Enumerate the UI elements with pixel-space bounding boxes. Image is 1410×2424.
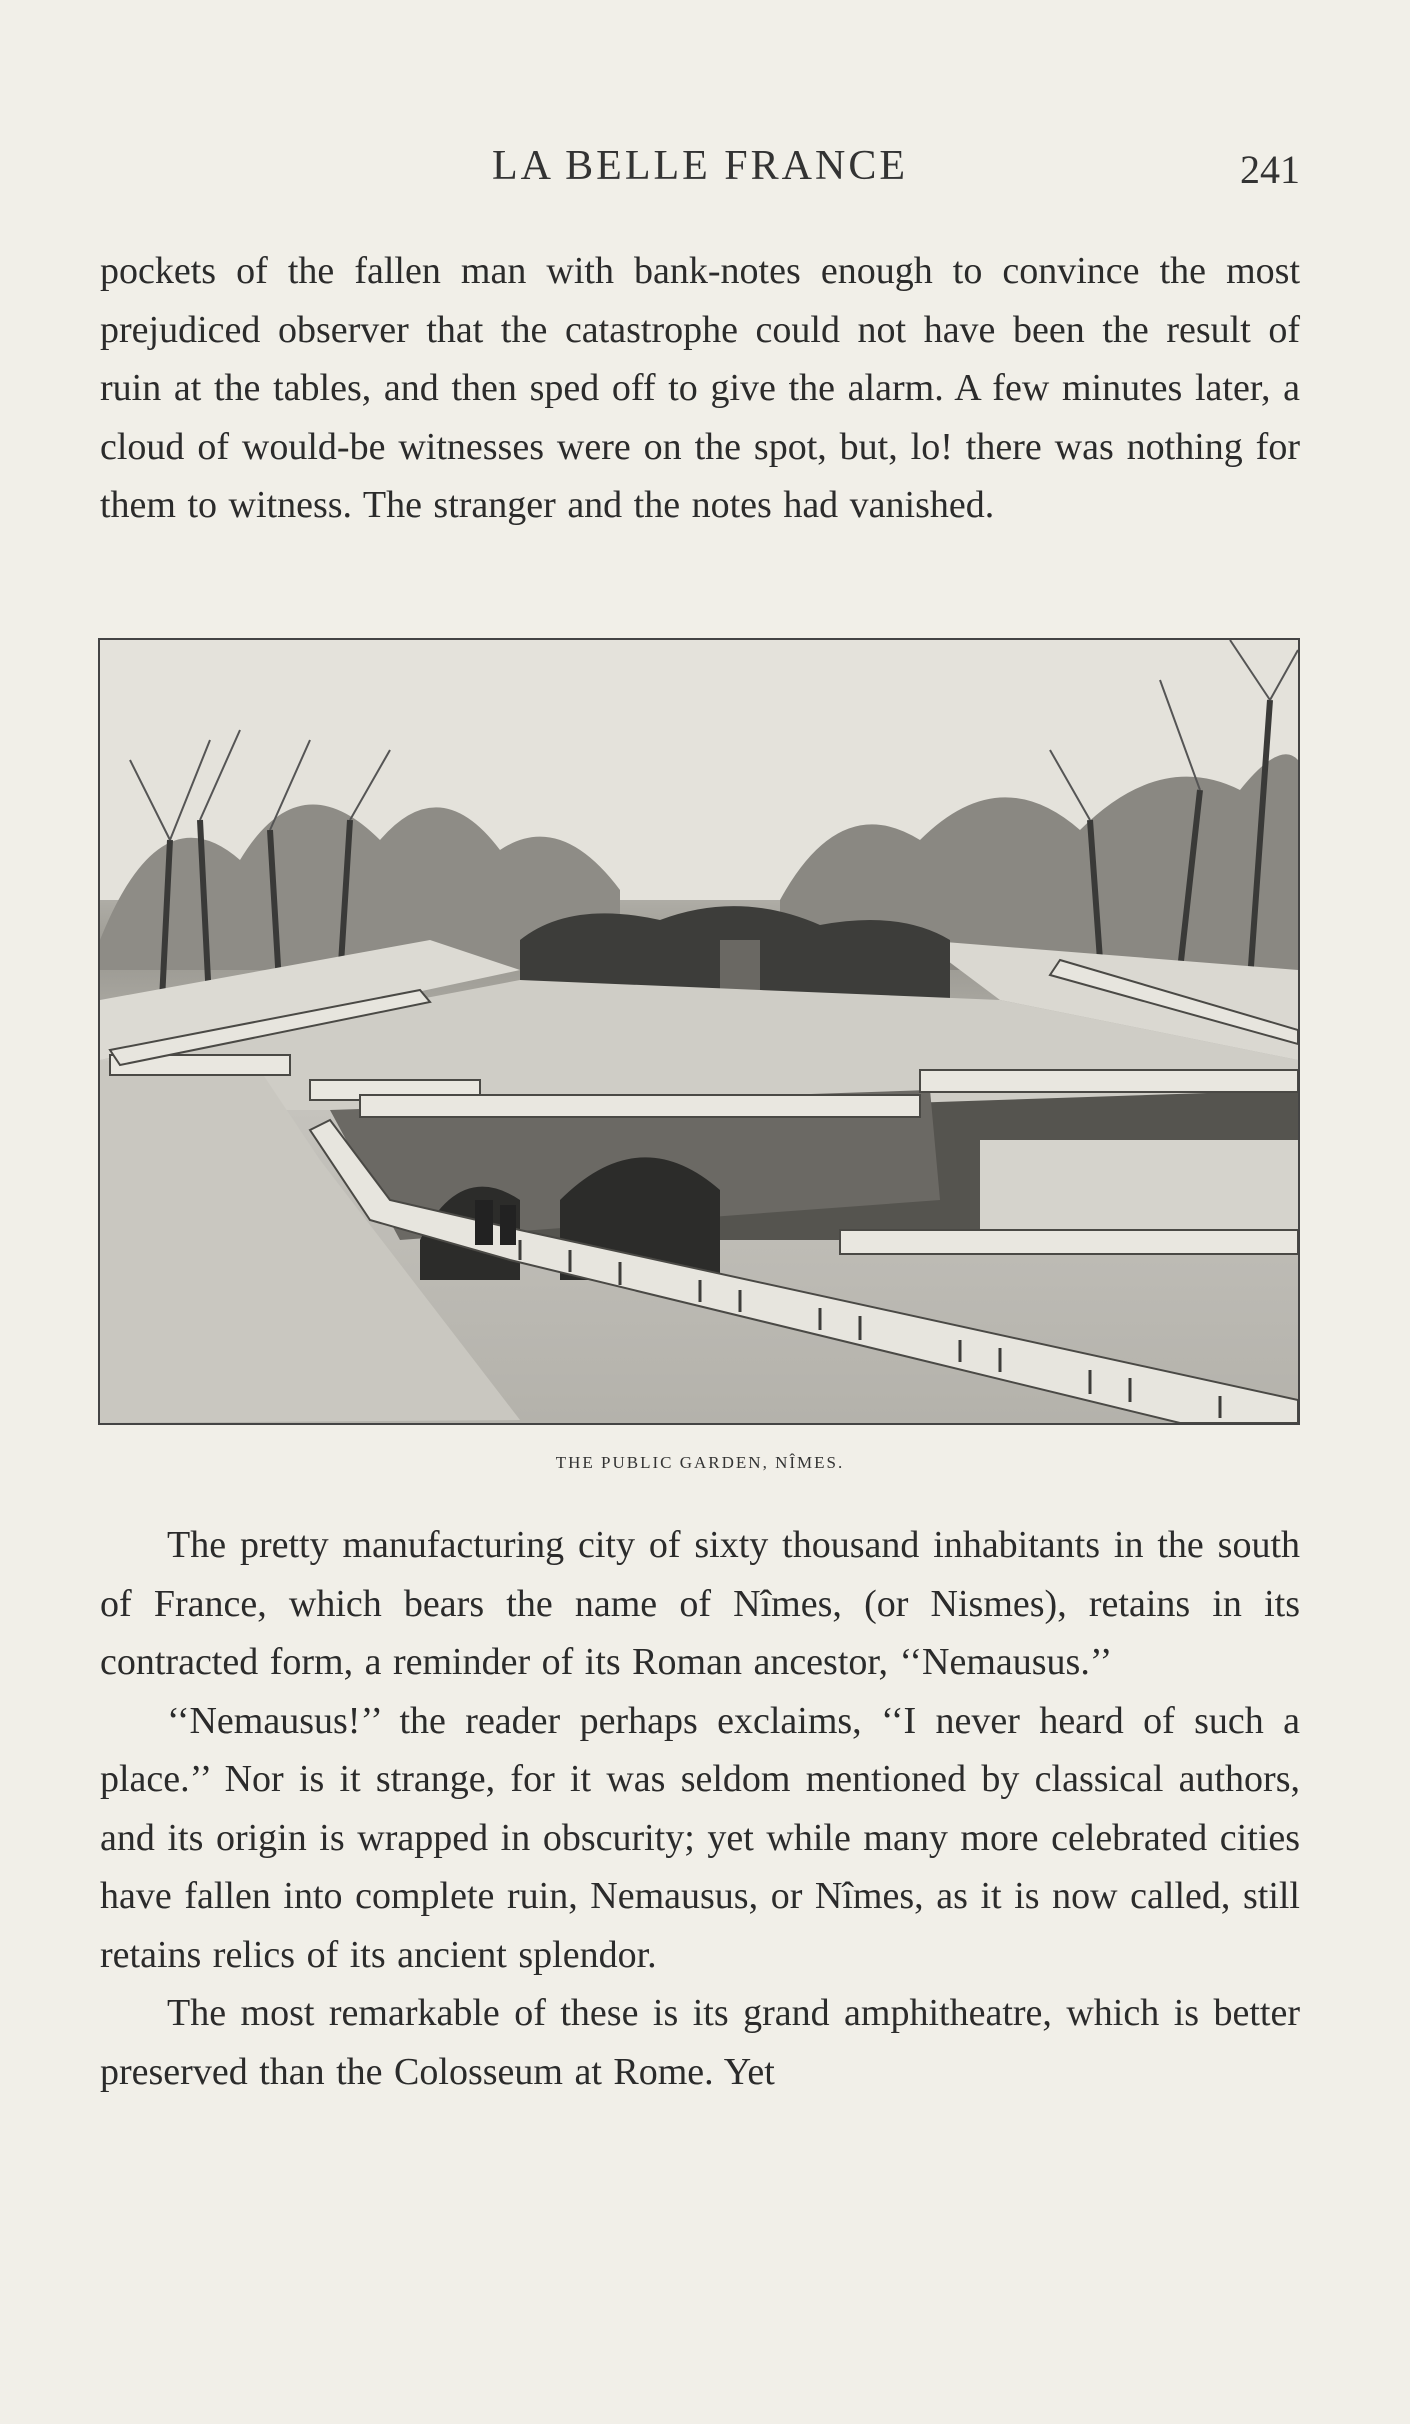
paragraph: pockets of the fallen man with bank-notes enough to convince the most prejudiced observer that the catastrophe could not have been the result of ruin at the tables, and then sped off to give the alarm. A few minutes later, a cloud of would-be witnesses were on the spot, but, lo! there was nothing for them to witness. The stranger and the notes had vanished. [100,250,1300,526]
figure-caption: THE PUBLIC GARDEN, NÎMES. [555,1453,845,1472]
paragraph: The most remarkable of these is its grand amphitheatre, which is better preserved than the Colosseum at Rome. Yet [100,1992,1300,2093]
paragraph: ‘‘Nemausus!’’ the reader perhaps exclaims, ‘‘I never heard of such a place.’’ Nor is it strange, for it was seldom mentioned by classical authors, and its origin is wrapped in obscurity; yet while many more celebrated cities have fallen into complete ruin, Nemausus, or Nîmes, as it is now called, still retains relics of its ancient splendor. [100,1699,1300,1976]
text-block-top [100,242,1300,535]
page-number: 241 [1240,147,1300,192]
running-title: LA BELLE FRANCE [491,143,908,189]
paragraph: The pretty manufacturing city of sixty thousand inhabitants in the south of France, which bears the name of Nîmes, (or Nismes), retains in its contracted form, a reminder of its Roman ancestor, ‘‘Nemausus.’’ [100,1524,1300,1683]
public-garden-photo [98,638,1300,1425]
running-head [100,142,1300,202]
text-block-bottom [100,1516,1300,2101]
